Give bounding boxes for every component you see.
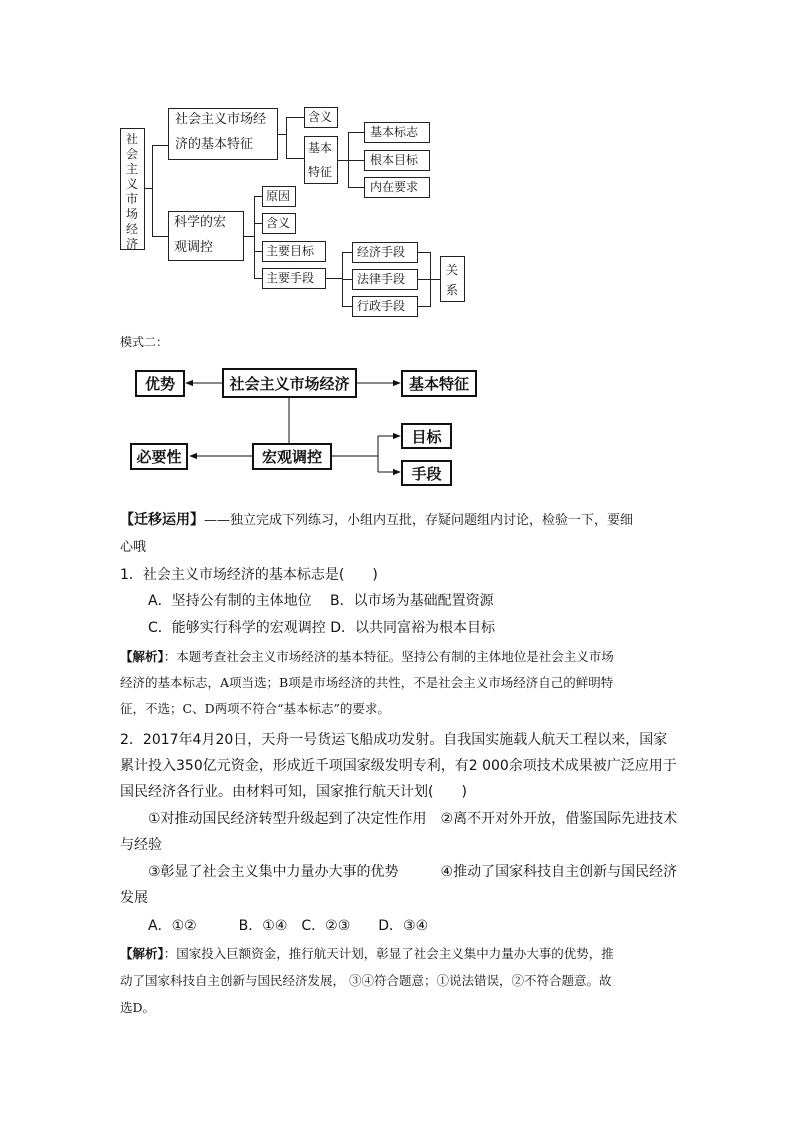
- macro-item-2: 主要目标: [266, 244, 315, 258]
- meaning-label-1: 含义: [308, 110, 333, 124]
- section-line1: [120, 512, 633, 529]
- macro-item-3: 主要手段: [266, 271, 315, 285]
- q1-stem: 1．社会主义市场经济的基本标志是( ): [120, 567, 378, 583]
- relation-label: 关系: [445, 263, 458, 297]
- branch2-line1: 科学的宏: [174, 215, 227, 230]
- q2-analysis-2: 动了国家科技自主创新与国民经济发展， ③④符合题意；①说法错误，②不符合题意。故: [120, 973, 612, 988]
- q2-options: A．①② B．①④ C．②③ D．③④: [148, 918, 429, 934]
- d2-macro-box: 宏观调控: [252, 443, 332, 470]
- q2-analysis-text-1: ：国家投入巨额资金，推行航天计划，彰显了社会主义集中力量办大事的优势，推: [163, 946, 614, 961]
- q1-analysis-text-1: ：本题考查社会主义市场经济的基本特征。坚持公有制的主体地位是社会主义市场: [163, 649, 614, 664]
- q1-analysis-2: 经济的基本标志，A项当选；B项是市场经济的共性，不是社会主义市场经济自己的鲜明特: [120, 675, 614, 690]
- section-instruction-1: ——独立完成下列练习，小组内互批，存疑问题组内讨论，检验一下，要细: [204, 513, 634, 528]
- macro-item-0: 原因: [266, 189, 291, 203]
- q2-statement-1b: 与经验: [120, 837, 162, 853]
- branch1-line2: 济的基本特征: [175, 137, 254, 152]
- means-2: 行政手段: [357, 299, 406, 313]
- q2-line1: 2．2017年4月20日，天舟一号货运飞船成功发射。自我国实施载人航天工程以来，国家: [120, 732, 668, 748]
- section-instruction-2: 心哦: [120, 540, 147, 555]
- q1-analysis-label: 【解析】: [120, 649, 164, 664]
- q2-analysis-1: [120, 946, 614, 962]
- features-l2: 特征: [308, 165, 333, 179]
- feature-1: 根本目标: [370, 153, 419, 167]
- q2-analysis-label: 【解析】: [120, 946, 164, 961]
- q2-statement-1: ①对推动国民经济转型升级起到了决定性作用 ②离不开对外开放，借鉴国际先进技术: [148, 811, 678, 827]
- d2-advantage-box: 优势: [135, 370, 185, 397]
- q2-line3: 国民经济各行业。由材料可知，国家推行航天计划( ): [120, 784, 467, 800]
- mode2-label: 模式二：: [120, 335, 169, 349]
- q2-statement-3b: 发展: [120, 890, 148, 906]
- tree-root-label: 社会主义市场经济: [125, 132, 138, 251]
- d2-center-box: 社会主义市场经济: [222, 368, 357, 398]
- q2-statement-3: ③彰显了社会主义集中力量办大事的优势 ④推动了国家科技自主创新与国民经济: [148, 864, 678, 880]
- q2-line2: 累计投入350亿元资金，形成近千项国家级发明专利，有2 000余项技术成果被广泛应用于: [120, 758, 677, 774]
- q2-analysis-3: 选D。: [120, 1000, 156, 1015]
- means-0: 经济手段: [357, 245, 406, 259]
- q1-analysis-3: 征，不选；C、D两项不符合“基本标志”的要求。: [120, 701, 390, 716]
- feature-2: 内在要求: [370, 180, 419, 194]
- d2-features-box: 基本特征: [401, 370, 477, 397]
- d2-necessity-box: 必要性: [130, 443, 188, 470]
- d2-means-box: 手段: [401, 460, 452, 486]
- feature-0: 基本标志: [370, 125, 419, 139]
- features-l1: 基本: [308, 141, 333, 155]
- macro-item-1: 含义: [266, 216, 291, 230]
- branch2-line2: 观调控: [174, 240, 214, 255]
- q1-analysis-1: [120, 649, 614, 665]
- means-1: 法律手段: [357, 272, 406, 286]
- q1-options-ab: A．坚持公有制的主体地位 B．以市场为基础配置资源: [148, 593, 494, 609]
- branch1-line1: 社会主义市场经: [175, 112, 267, 127]
- d2-goal-box: 目标: [401, 423, 452, 449]
- q1-options-cd: C．能够实行科学的宏观调控 D．以共同富裕为根本目标: [148, 620, 496, 636]
- section-title: 【迁移运用】: [120, 512, 204, 528]
